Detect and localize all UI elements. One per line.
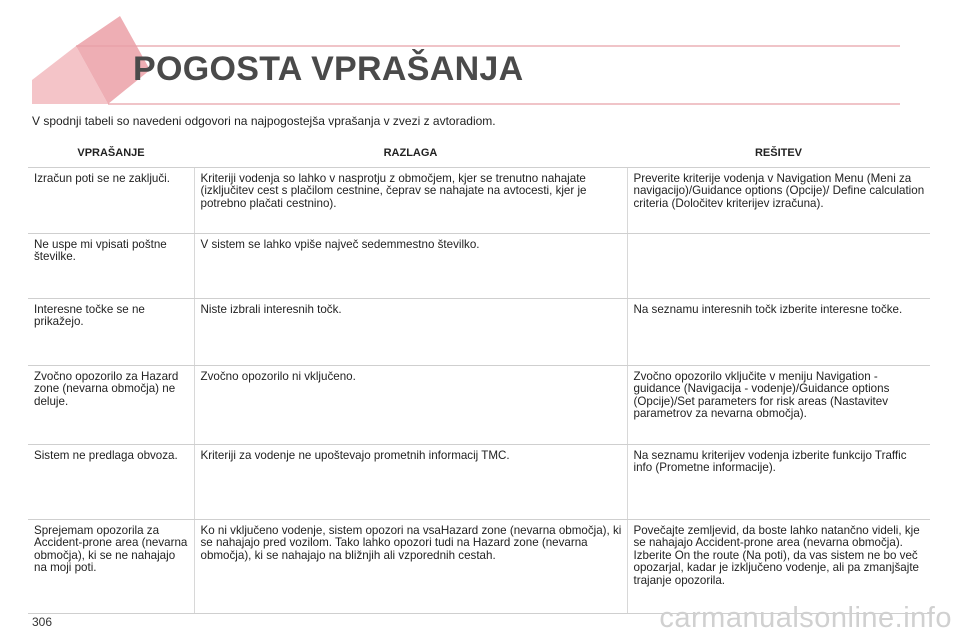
explanation-cell: Zvočno opozorilo ni vključeno. <box>194 366 627 445</box>
table-row <box>28 234 930 299</box>
question-cell: Sprejemam opozorila za Accident-prone area (nevarna območja), ki se ne nahajajo na moji poti. <box>28 520 194 614</box>
table-row <box>28 168 930 234</box>
question-cell: Ne uspe mi vpisati poštne številke. <box>28 234 194 299</box>
page-number: 306 <box>32 615 53 629</box>
explanation-cell: Kriteriji za vodenje ne upoštevajo prometnih informacij TMC. <box>194 445 627 520</box>
solution-cell: Preverite kriterije vodenja v Navigation Menu (Meni za navigacijo)/Guidance options (Opcije)/ Define calculation criteria (Določitev kriterijev izračuna). <box>627 168 930 234</box>
explanation-cell: V sistem se lahko vpiše največ sedemmestno številko. <box>194 234 627 299</box>
table-row <box>28 445 930 520</box>
intro-text: V spodnji tabeli so navedeni odgovori na najpogostejša vprašanja v zvezi z avtoradiom. <box>32 114 496 128</box>
solution-cell: Zvočno opozorilo vključite v meniju Navigation - guidance (Navigacija - vodenje)/Guidance options (Opcije)/Set parameters for risk areas (Nastavitev parametrov za nevarna območja). <box>627 366 930 445</box>
question-cell: Interesne točke se ne prikažejo. <box>28 299 194 366</box>
column-header-question: VPRAŠANJE <box>28 139 194 168</box>
table-header-row <box>28 139 930 168</box>
question-cell: Zvočno opozorilo za Hazard zone (nevarna območja) ne deluje. <box>28 366 194 445</box>
solution-cell: Na seznamu kriterijev vodenja izberite funkcijo Traffic info (Prometne informacije). <box>627 445 930 520</box>
solution-cell <box>627 234 930 299</box>
explanation-cell: Niste izbrali interesnih točk. <box>194 299 627 366</box>
column-header-explanation: RAZLAGA <box>194 139 627 168</box>
explanation-cell: Kriteriji vodenja so lahko v nasprotju z območjem, kjer se trenutno nahajate (izključitev cest s plačilom cestnine, čeprav se nahajate na avtocesti, kjer je potrebno plačati cestnino). <box>194 168 627 234</box>
question-cell: Izračun poti se ne zaključi. <box>28 168 194 234</box>
solution-cell: Povečajte zemljevid, da boste lahko natančno videli, kje se nahajajo Accident-prone area (nevarna območja). Izberite On the route (Na poti), da vas sistem ne bo več opozarjal, kadar je izključeno vodenje, ali pa zmanjšajte trajanje opozorila. <box>627 520 930 614</box>
question-cell: Sistem ne predlaga obvoza. <box>28 445 194 520</box>
watermark: carmanualsonline.info <box>659 602 952 634</box>
column-header-solution: REŠITEV <box>627 139 930 168</box>
table-row <box>28 366 930 445</box>
faq-table <box>28 139 930 614</box>
table-row <box>28 520 930 614</box>
solution-cell: Na seznamu interesnih točk izberite interesne točke. <box>627 299 930 366</box>
explanation-cell: Ko ni vključeno vodenje, sistem opozori na vsaHazard zone (nevarna območja), ki se nahajajo pred vozilom. Tako lahko opozori tudi na Hazard zone (nevarna območja), ki se nahajajo na bližnjih ali vzporednih cestah. <box>194 520 627 614</box>
table-row <box>28 299 930 366</box>
page-title: POGOSTA VPRAŠANJA <box>133 50 524 88</box>
